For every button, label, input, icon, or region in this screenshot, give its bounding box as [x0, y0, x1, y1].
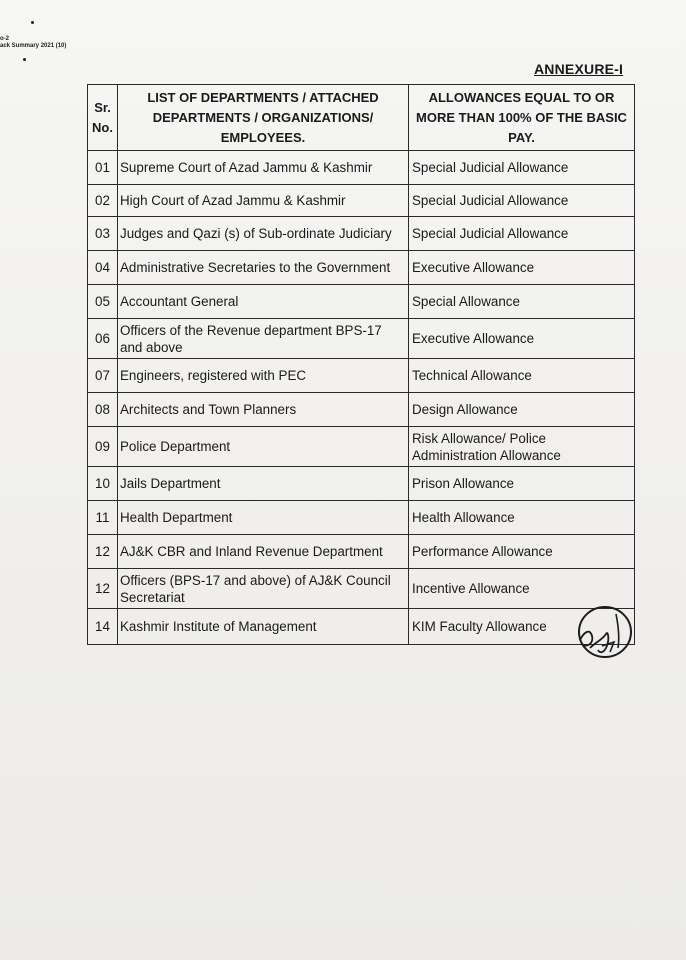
- row-department: Kashmir Institute of Management: [118, 609, 409, 645]
- row-sr-no: 07: [88, 359, 118, 393]
- row-department: Architects and Town Planners: [118, 393, 409, 427]
- table-row: [88, 393, 635, 427]
- row-department: Health Department: [118, 501, 409, 535]
- table-row: [88, 609, 635, 645]
- table-row: [88, 217, 635, 251]
- row-department: AJ&K CBR and Inland Revenue Department: [118, 535, 409, 569]
- row-sr-no: 09: [88, 427, 118, 467]
- row-sr-no: 01: [88, 151, 118, 185]
- row-department: Administrative Secretaries to the Government: [118, 251, 409, 285]
- row-allowance: Special Allowance: [409, 285, 635, 319]
- table-header-row: [88, 85, 635, 151]
- row-allowance: Special Judicial Allowance: [409, 151, 635, 185]
- row-allowance: Executive Allowance: [409, 251, 635, 285]
- annexure-heading: ANNEXURE-I: [534, 61, 624, 77]
- row-sr-no: 05: [88, 285, 118, 319]
- table-row: [88, 251, 635, 285]
- corner-note: [0, 36, 66, 50]
- row-sr-no: 08: [88, 393, 118, 427]
- table-row: [88, 427, 635, 467]
- row-allowance: Design Allowance: [409, 393, 635, 427]
- header-allowances: ALLOWANCES EQUAL TO OR MORE THAN 100% OF THE BASIC PAY.: [409, 85, 635, 151]
- row-department: Police Department: [118, 427, 409, 467]
- table-row: [88, 319, 635, 359]
- row-sr-no: 14: [88, 609, 118, 645]
- table-row: [88, 285, 635, 319]
- row-sr-no: 03: [88, 217, 118, 251]
- table-row: [88, 185, 635, 217]
- header-sr-no: Sr. No.: [88, 85, 118, 151]
- row-allowance: Health Allowance: [409, 501, 635, 535]
- table-row: [88, 569, 635, 609]
- row-allowance: Risk Allowance/ Police Administration Allowance: [409, 427, 635, 467]
- row-sr-no: 04: [88, 251, 118, 285]
- mark-dot-bottom: [23, 58, 26, 61]
- row-allowance: Technical Allowance: [409, 359, 635, 393]
- row-allowance: Executive Allowance: [409, 319, 635, 359]
- row-sr-no: 12: [88, 535, 118, 569]
- allowances-table: [87, 84, 635, 645]
- signature-mark: [572, 604, 636, 662]
- corner-note-line-1: o-2: [0, 36, 9, 42]
- corner-note-line-2: ack Summary 2021 (10): [0, 43, 67, 49]
- row-department: Engineers, registered with PEC: [118, 359, 409, 393]
- table-body: [88, 151, 635, 645]
- row-allowance: Incentive Allowance: [409, 569, 635, 609]
- row-department: Officers (BPS-17 and above) of AJ&K Council Secretariat: [118, 569, 409, 609]
- row-allowance: Special Judicial Allowance: [409, 217, 635, 251]
- row-department: Officers of the Revenue department BPS-17 and above: [118, 319, 409, 359]
- row-allowance: Special Judicial Allowance: [409, 185, 635, 217]
- table-row: [88, 359, 635, 393]
- mark-dot-top: [31, 21, 34, 24]
- row-department: High Court of Azad Jammu & Kashmir: [118, 185, 409, 217]
- table-row: [88, 501, 635, 535]
- row-allowance: Performance Allowance: [409, 535, 635, 569]
- table-row: [88, 535, 635, 569]
- row-sr-no: 02: [88, 185, 118, 217]
- row-sr-no: 11: [88, 501, 118, 535]
- row-allowance: Prison Allowance: [409, 467, 635, 501]
- row-department: Supreme Court of Azad Jammu & Kashmir: [118, 151, 409, 185]
- table-row: [88, 467, 635, 501]
- table-row: [88, 151, 635, 185]
- row-allowance: KIM Faculty Allowance: [409, 609, 635, 645]
- row-sr-no: 06: [88, 319, 118, 359]
- row-department: Accountant General: [118, 285, 409, 319]
- row-sr-no: 12: [88, 569, 118, 609]
- header-departments: LIST OF DEPARTMENTS / ATTACHED DEPARTMENTS / ORGANIZATIONS/ EMPLOYEES.: [118, 85, 409, 151]
- row-department: Jails Department: [118, 467, 409, 501]
- row-sr-no: 10: [88, 467, 118, 501]
- row-department: Judges and Qazi (s) of Sub-ordinate Judiciary: [118, 217, 409, 251]
